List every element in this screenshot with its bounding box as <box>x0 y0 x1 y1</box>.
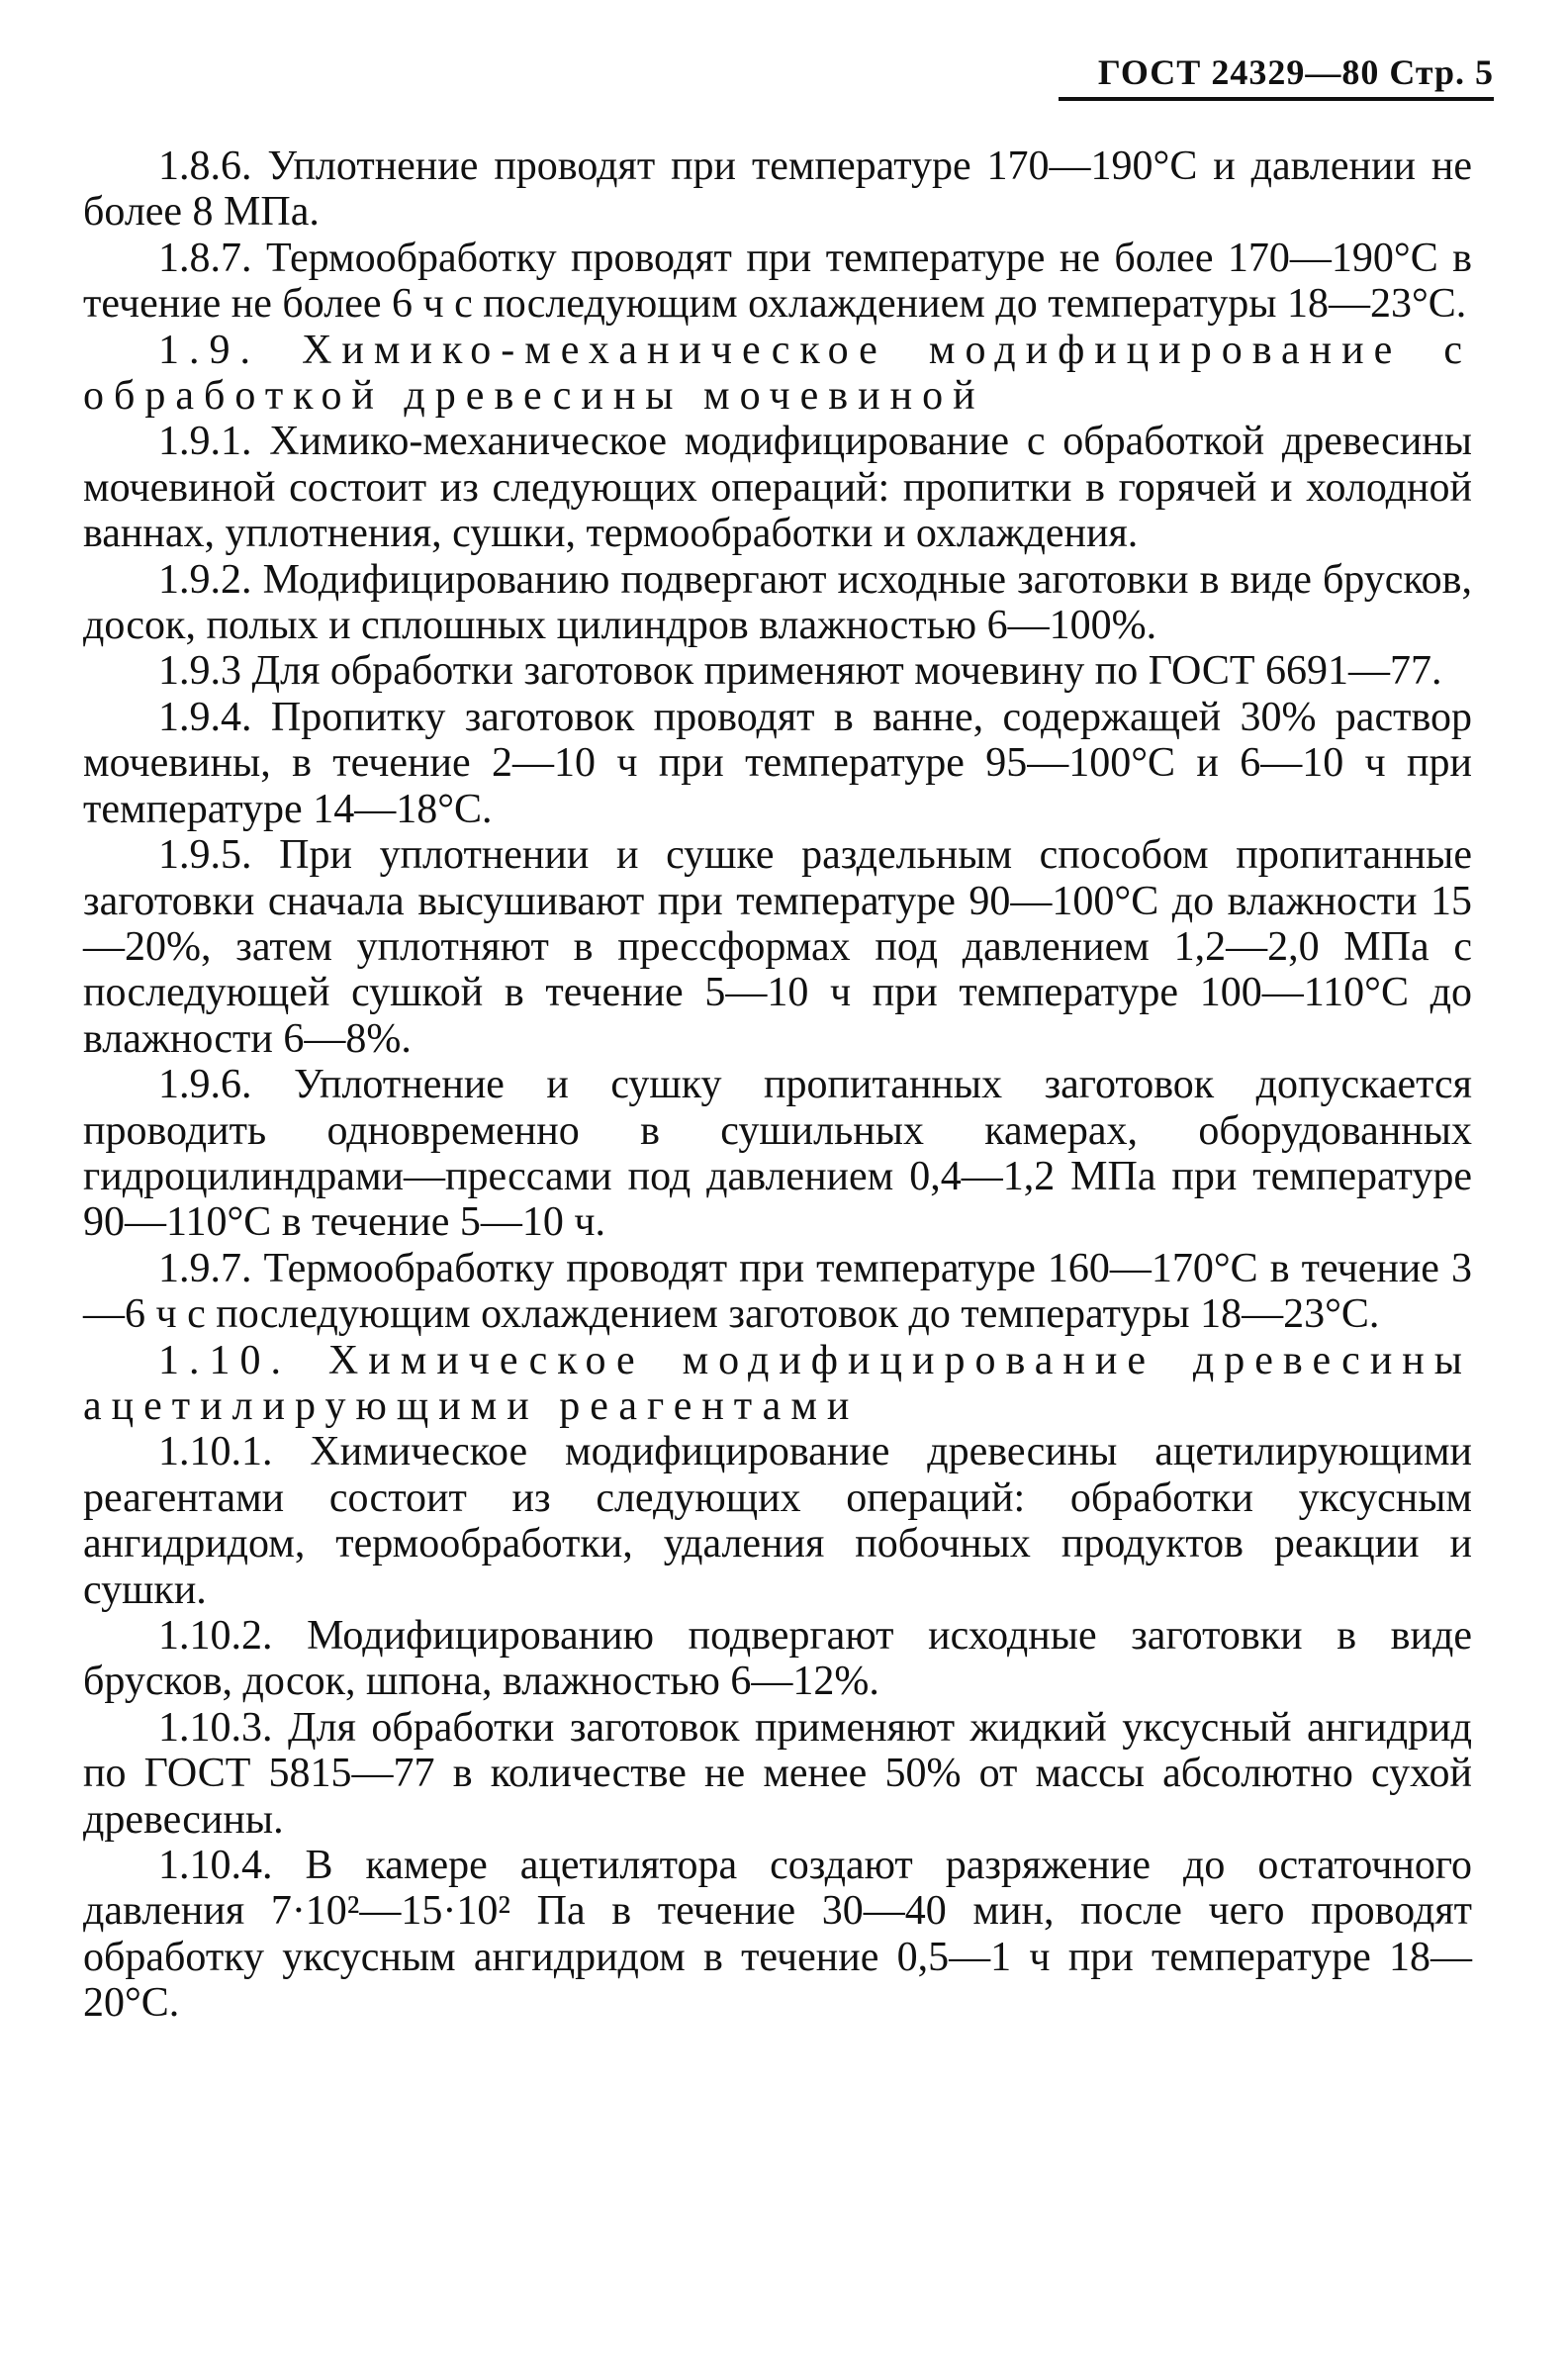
paragraph-1-9-5: 1.9.5. При уплотнении и сушке раздельным способом пропитанные заготовки сначала высушивают при температуре 90—100°С до влажности 15—20%, затем уплотняют в прессформах под давлением 1,2—2,0 МПа с последующей сушкой в течение 5—10 ч при температуре 100—110°С до влажности 6—8%. <box>83 832 1472 1062</box>
paragraph-1-9-3: 1.9.3 Для обработки заготовок применяют мочевину по ГОСТ 6691—77. <box>158 648 1442 695</box>
paragraph-1-9-1: 1.9.1. Химико-механическое модифицирование с обработкой древесины мочевиной состоит из следующих операций: пропитки в горячей и холодной ваннах, уплотнения, сушки, термообработки и охлаждения. <box>83 419 1472 557</box>
section-heading-1-9: 1.9. Химико-механическое модифицирование с обработкой древесины мочевиной <box>83 327 1472 420</box>
paragraph-1-9-2: 1.9.2. Модифицированию подвергают исходные заготовки в виде брусков, досок, полых и сплошных цилиндров влажностью 6—100%. <box>83 556 1472 649</box>
paragraph-1-10-3: 1.10.3. Для обработки заготовок применяют жидкий уксусный ангидрид по ГОСТ 5815—77 в количестве не менее 50% от массы абсолютно сухой древесины. <box>83 1704 1472 1843</box>
paragraph-1-10-2: 1.10.2. Модифицированию подвергают исходные заготовки в виде брусков, досок, шпона, влажностью 6—12%. <box>83 1613 1472 1705</box>
paragraph-1-9-6: 1.9.6. Уплотнение и сушку пропитанных заготовок допускается проводить одновременно в сушильных камерах, оборудованных гидроцилиндрами—прессами под давлением 0,4—1,2 МПа при температуре 90—110°С в течение 5—10 ч. <box>83 1062 1472 1246</box>
paragraph-1-10-1: 1.10.1. Химическое модифицирование древесины ацетилирующими реагентами состоит из следующих операций: обработки уксусным ангидридом, термообработки, удаления побочных продуктов реакции и сушки. <box>83 1429 1472 1613</box>
paragraph-1-8-7: 1.8.7. Термообработку проводят при температуре не более 170—190°С в течение не более 6 ч с последующим охлаждением до температуры 18—23°С. <box>83 235 1472 328</box>
section-heading-1-10: 1.10. Химическое модифицирование древесины ацетилирующими реагентами <box>83 1337 1472 1429</box>
paragraph-1-9-7: 1.9.7. Термообработку проводят при температуре 160—170°С в течение 3—6 ч с последующим охлаждением заготовок до температуры 18—23°С. <box>83 1245 1472 1338</box>
paragraph-1-10-4: 1.10.4. В камере ацетилятора создают разряжение до остаточного давления 7·10²—15·10² Па в течение 30—40 мин, после чего проводят обработку уксусным ангидридом в течение 0,5—1 ч при температуре 18—20°С. <box>83 1843 1472 2027</box>
paragraph-1-9-4: 1.9.4. Пропитку заготовок проводят в ванне, содержащей 30% раствор мочевины, в течение 2—10 ч при температуре 95—100°С и 6—10 ч при температуре 14—18°С. <box>83 694 1472 832</box>
page-header: ГОСТ 24329—80 Стр. 5 <box>1059 51 1494 101</box>
paragraph-1-8-6: 1.8.6. Уплотнение проводят при температуре 170—190°С и давлении не более 8 МПа. <box>83 143 1472 236</box>
document-body <box>83 143 1472 2027</box>
